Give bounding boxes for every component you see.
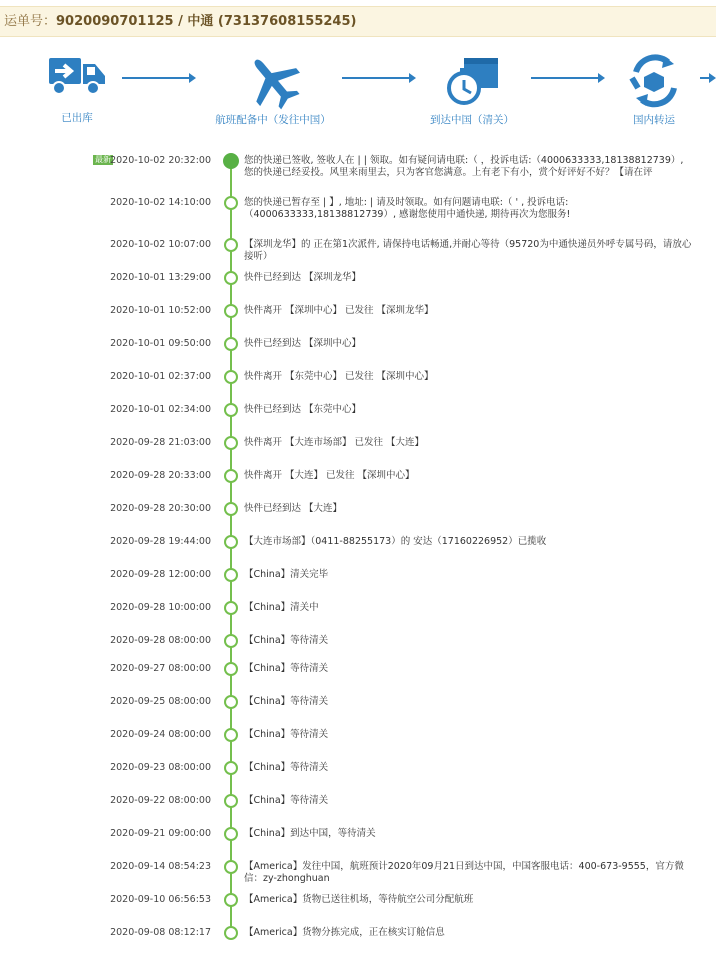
event-time: 2020-10-01 02:37:00 xyxy=(110,371,211,382)
event-time: 2020-09-28 19:44:00 xyxy=(110,536,211,547)
event-time: 2020-09-25 08:00:00 xyxy=(110,696,211,707)
timeline-dot xyxy=(224,893,238,907)
timeline-dot xyxy=(224,827,238,841)
event-time: 2020-09-28 21:03:00 xyxy=(110,437,211,448)
tracking-number: 9020090701125 / 中通 (73137608155245) xyxy=(56,14,357,29)
event-description: 快件离开 【深圳中心】 已发往 【深圳龙华】 xyxy=(244,305,434,316)
timeline-dot xyxy=(224,761,238,775)
event-description: 您的快递已签收, 签收人在 | | 领取。如有疑问请电联:（ ，投诉电话:（4000633333,18138812739）, 您的快递已经妥投。风里来雨里去，只为客官您满意。上有老下有小，赏个好评好不好？【请在评 xyxy=(244,155,684,178)
event-description: 快件已经到达 【深圳龙华】 xyxy=(244,272,362,283)
step-arrow-partial xyxy=(700,77,714,79)
event-time: 2020-09-21 09:00:00 xyxy=(110,828,211,839)
timeline-dot xyxy=(224,502,238,516)
event-time: 2020-09-28 12:00:00 xyxy=(110,569,211,580)
timeline-dot xyxy=(224,271,238,285)
timeline-dot xyxy=(224,860,238,874)
timeline-dot xyxy=(224,568,238,582)
timeline-dot xyxy=(224,403,238,417)
airplane-icon xyxy=(243,52,303,110)
event-description: 【America】发往中国，航班预计2020年09月21日到达中国，中国客服电话：400-673-9555，官方微信：zy-zhonghuan xyxy=(244,861,684,884)
step-arrived-china xyxy=(412,52,532,127)
event-description: 【America】货物已送往机场，等待航空公司分配航班 xyxy=(244,894,474,905)
timeline-dot xyxy=(224,337,238,351)
event-description: 【China】等待清关 xyxy=(244,635,329,646)
event-time: 2020-10-02 14:10:00 xyxy=(110,197,211,208)
timeline-dot xyxy=(224,662,238,676)
event-time: 2020-10-01 09:50:00 xyxy=(110,338,211,349)
event-time: 2020-09-10 06:56:53 xyxy=(110,894,211,905)
event-description: 【China】等待清关 xyxy=(244,795,329,806)
tracking-header xyxy=(0,6,716,37)
step-arrow xyxy=(122,77,194,79)
event-time: 2020-09-14 08:54:23 xyxy=(110,861,211,872)
event-description: 快件离开 【大连市场部】 已发往 【大连】 xyxy=(244,437,425,448)
transfer-cycle-icon xyxy=(624,52,684,110)
event-description: 快件已经到达 【东莞中心】 xyxy=(244,404,362,415)
event-description: 【China】等待清关 xyxy=(244,729,329,740)
event-time: 2020-09-28 10:00:00 xyxy=(110,602,211,613)
event-description: 快件已经到达 【大连】 xyxy=(244,503,343,514)
package-timer-icon xyxy=(442,52,502,110)
event-time: 2020-09-27 08:00:00 xyxy=(110,663,211,674)
step-label: 到达中国（清关） xyxy=(430,114,514,126)
event-description: 【China】清关完毕 xyxy=(244,569,329,580)
timeline-dot xyxy=(224,728,238,742)
step-flight xyxy=(213,52,333,127)
timeline-dot xyxy=(224,601,238,615)
timeline-dot xyxy=(224,436,238,450)
event-time: 2020-10-02 10:07:00 xyxy=(110,239,211,250)
step-arrow xyxy=(342,77,414,79)
event-description: 【America】货物分拣完成，正在核实订舱信息 xyxy=(244,927,445,938)
event-time: 2020-09-24 08:00:00 xyxy=(110,729,211,740)
timeline-dot xyxy=(224,469,238,483)
event-time: 2020-09-28 20:33:00 xyxy=(110,470,211,481)
step-domestic xyxy=(594,52,714,127)
event-time: 2020-09-28 08:00:00 xyxy=(110,635,211,646)
event-description: 【China】等待清关 xyxy=(244,696,329,707)
event-time: 2020-10-01 10:52:00 xyxy=(110,305,211,316)
truck-icon xyxy=(47,52,107,110)
step-arrow xyxy=(531,77,603,79)
step-label: 航班配备中（发往中国） xyxy=(215,114,331,126)
latest-badge: 最新 xyxy=(95,155,111,164)
event-description: 【China】到达中国，等待清关 xyxy=(244,828,376,839)
event-description: 快件离开 【大连】 已发往 【深圳中心】 xyxy=(244,470,415,481)
event-description: 【深圳龙华】的 正在第1次派件, 请保持电话畅通,并耐心等待（95720为中通快递员外呼专属号码，请放心接听） xyxy=(244,239,692,262)
event-description: 快件已经到达 【深圳中心】 xyxy=(244,338,362,349)
event-description: 您的快递已暂存至 | 】, 地址: | 请及时领取。如有问题请电联:（ ' , 投诉电话:（4000633333,18138812739）, 感谢您使用中通快递, 期待再次为您服务! xyxy=(244,197,571,220)
timeline-dot xyxy=(224,304,238,318)
event-time: 2020-09-23 08:00:00 xyxy=(110,762,211,773)
event-description: 【大连市场部】（0411-88255173）的 安达（17160226952）已揽收 xyxy=(244,536,547,547)
timeline-dot xyxy=(224,634,238,648)
timeline-dot-active xyxy=(223,153,239,169)
event-description: 快件离开 【东莞中心】 已发往 【深圳中心】 xyxy=(244,371,434,382)
event-time: 2020-09-22 08:00:00 xyxy=(110,795,211,806)
timeline-dot xyxy=(224,794,238,808)
step-label: 国内转运 xyxy=(633,114,675,126)
timeline-dot xyxy=(224,196,238,210)
event-time: 2020-09-28 20:30:00 xyxy=(110,503,211,514)
event-time: 2020-09-08 08:12:17 xyxy=(110,927,211,938)
event-time: 2020-10-01 13:29:00 xyxy=(110,272,211,283)
event-description: 【China】等待清关 xyxy=(244,663,329,674)
timeline-dot xyxy=(224,695,238,709)
event-time: 2020-10-02 20:32:00 xyxy=(110,155,211,166)
event-description: 【China】等待清关 xyxy=(244,762,329,773)
step-label: 已出库 xyxy=(61,112,93,124)
timeline-dot xyxy=(224,535,238,549)
event-description: 【China】清关中 xyxy=(244,602,319,613)
step-shipped xyxy=(17,52,137,125)
tracking-label: 运单号： xyxy=(4,14,57,29)
timeline-dot xyxy=(224,238,238,252)
event-time: 2020-10-01 02:34:00 xyxy=(110,404,211,415)
timeline-dot xyxy=(224,370,238,384)
timeline-dot xyxy=(224,926,238,940)
